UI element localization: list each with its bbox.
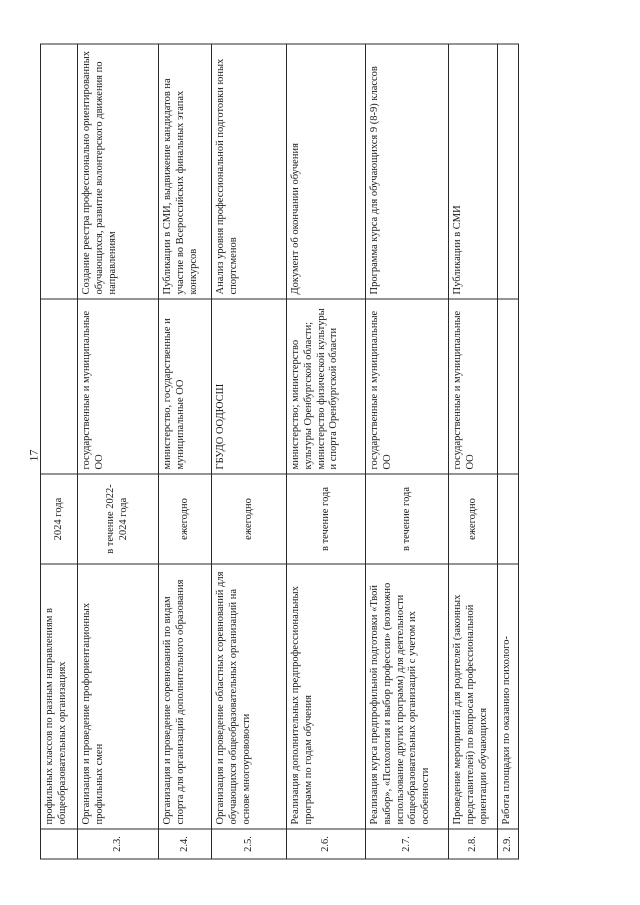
table-row [159, 44, 212, 859]
page-number: 17 [26, 449, 41, 462]
row-number: 2.8. [449, 829, 498, 859]
action-cell: Работа площадки по оказанию психолого- [498, 564, 519, 829]
executors-cell [41, 299, 78, 474]
executors-cell: государственные и муниципальные ОО [366, 299, 449, 474]
period-cell: ежегодно [449, 474, 498, 564]
table-row [287, 44, 366, 859]
action-cell: Организация и проведение областных соревнований для обучающихся общеобразовательных организаций на основе многоурововости [212, 564, 287, 829]
result-cell: Создание реестра профессионально ориентированных обучающихся, развитие волонтерского движения по направлениям [78, 44, 159, 299]
period-cell: 2024 года [41, 474, 78, 564]
executors-cell: ГБУДО ООДЮСШ [212, 299, 287, 474]
result-cell: Публикации в СМИ [449, 44, 498, 299]
result-cell: Программа курса для обучающихся 9 (8-9) классов [366, 44, 449, 299]
result-cell: Анализ уровня профессиональной подготовки юных спортсменов [212, 44, 287, 299]
row-number: 2.4. [159, 829, 212, 859]
period-cell: в течение года [366, 474, 449, 564]
result-cell [41, 44, 78, 299]
period-cell: ежегодно [159, 474, 212, 564]
result-cell: Публикации в СМИ, выдвижение кандидатов на участие во Всероссийских финальных этапах конкурсов [159, 44, 212, 299]
table-row [212, 44, 287, 859]
period-cell: в течение года [287, 474, 366, 564]
executors-cell: министерство, государственные и муниципальные ОО [159, 299, 212, 474]
action-cell: Организация и проведение соревнований по видам спорта для организаций дополнительного образования [159, 564, 212, 829]
action-cell: Реализация дополнительных предпрофессиональных программ по годам обучения [287, 564, 366, 829]
result-cell: Документ об окончании обучения [287, 44, 366, 299]
period-cell [498, 474, 519, 564]
row-number: 2.5. [212, 829, 287, 859]
executors-cell [498, 299, 519, 474]
action-cell: Реализация курса предпрофильной подготовки «Твой выбор», «Психология и выбор профессии» (возможно использование других программ) для деятельности общеобразовательных организаций с учетом их особенности [366, 564, 449, 829]
table-row [78, 44, 159, 859]
activities-table [40, 44, 519, 860]
executors-cell: государственные и муниципальные ОО [78, 299, 159, 474]
executors-cell: государственные и муниципальные ОО [449, 299, 498, 474]
period-cell: в течение 2022-2024 года [78, 474, 159, 564]
row-number: 2.3. [78, 829, 159, 859]
action-cell: Организация и проведение профориентационных профильных смен [78, 564, 159, 829]
rotated-table-sheet [40, 45, 600, 860]
action-cell: профильных классов по разным направлениям в общеобразовательных организациях [41, 564, 78, 829]
row-number: 2.6. [287, 829, 366, 859]
table-row [498, 44, 519, 859]
action-cell: Проведение мероприятий для родителей (законных представителей) по вопросам профессиональной ориентации обучающихся [449, 564, 498, 829]
table-row [449, 44, 498, 859]
executors-cell: министерство; министерство культуры Оренбургской области; министерство физической культуры и спорта Оренбургской области [287, 299, 366, 474]
row-number: 2.9. [498, 829, 519, 859]
result-cell [498, 44, 519, 299]
table-row [41, 44, 78, 859]
row-number: 2.7. [366, 829, 449, 859]
table-row [366, 44, 449, 859]
row-number [41, 829, 78, 859]
period-cell: ежегодно [212, 474, 287, 564]
